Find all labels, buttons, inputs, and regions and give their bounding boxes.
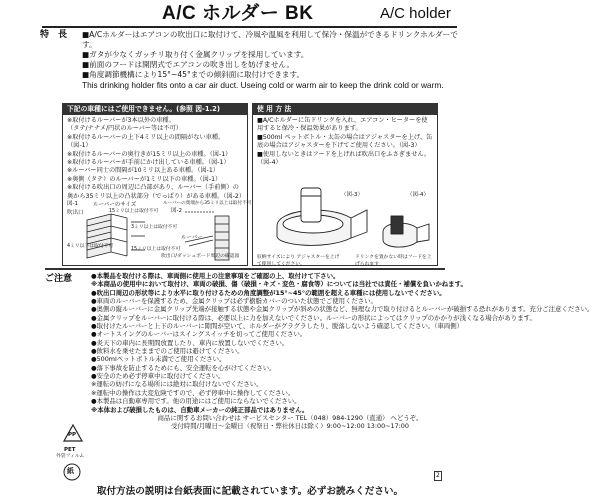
vehicle-box-heading: 下記の車種にはご使用できません。(参照 図-1.2)	[63, 104, 247, 115]
caution-list	[91, 272, 593, 431]
caution-item: ●本製品は自動車専用です。他の用途にはご使用にならないでください。	[91, 397, 301, 406]
caution-item: ●落下事故を防止するためにも、安全運転を心がけてください。	[91, 363, 276, 372]
fig3-label: （図-3）	[341, 192, 363, 198]
fig1-label: 図-1	[67, 201, 78, 207]
usage-item: ■使用しないときはフードを上げれば吹出口をふさぎません。（図-4）	[257, 150, 431, 167]
service-hours: 受付時間/月曜日～金曜日（祝祭日・弊社休日は除く）9:00~12:00 13:00~17:00	[171, 422, 409, 431]
caution-item: ●金属クリップをルーバーに取付ける際は、必要以上に力を加えないでください。ルーバーの形状によってはクリップのかかりが浅くなる場合があります。	[91, 313, 536, 322]
features-label: 特 長	[40, 30, 68, 40]
caution-item: ●車両のルーバーを保護するため、金属クリップは必ず樹脂カバーのついた状態でご使用ください。	[91, 297, 377, 306]
vehicle-item: ※取付ける吹出口の周辺に凸部があり、ルーバー（手前側）の奥から35ミリ以上の凸状部分（でっぱり）がある車種。（図-2）	[67, 184, 246, 200]
hood-note: ドリンクを置かない時はフードを上げられます	[355, 255, 432, 267]
footer-note: 取付方法の説明は台紙表面に記載されています。必ずお読みください。	[96, 486, 404, 497]
vehicle-item: ※取付けるルーバーが3本以外の車種。	[67, 117, 175, 124]
feature-english: This drinking holder fits onto a car air duct. Useing cold or warm air to keep the drink cold or warm.	[82, 80, 444, 90]
usage-box-body	[253, 115, 437, 169]
fig2-label: 図-2	[171, 208, 182, 214]
mm15b-label: 15ミリ以上は取付不可	[131, 247, 181, 252]
dashboard-label: 吹出口/ダッシュボード周辺の確認図	[161, 254, 240, 259]
vehicle-item: （タテ/ナナメ/円状のルーバー等は不可）	[67, 125, 182, 133]
features-section	[40, 30, 458, 102]
feature-item: ■前面のフードは開閉式でエアコンの吹き出しを妨げません。	[82, 60, 295, 69]
mm15-label: 15ミリ以上は取付不可	[109, 209, 159, 214]
adjuster-note: 収納サイズにより アジャスターを上げて使用してください。	[257, 255, 340, 267]
usage-item: ■A/Cホルダーに缶ドリンクを入れ、エアコン・ヒーターを使用すると保冷・保温効果があります。	[257, 117, 428, 133]
product-title-english: A/C holder	[380, 5, 451, 22]
outlet-label: 吹出口	[67, 210, 84, 216]
caution-item: ※運転の妨げになる場所には絶対に取付けないでください。	[91, 380, 263, 389]
louver-label: ルーバー	[181, 235, 203, 241]
vehicle-item: ※取付けるルーバーの上下4ミリ以上の間隔がない車種。	[67, 133, 225, 141]
vehicle-item: ※取付けるルーバーの奥行きが15ミリ以上の車種。（図-1）	[67, 150, 232, 158]
caution-label: ご注意	[45, 274, 73, 284]
pet-label: PET	[64, 447, 76, 453]
caution-item: ●500mlペットボトル未満でご使用ください。	[91, 355, 226, 364]
louver-size-label: ルーバーのサイズ	[93, 202, 137, 208]
mm35-label: ルーバーの奥端から35ミリ以上は取付不可	[163, 201, 252, 206]
caution-item: ※運転中の操作は大変危険ですので、必ず停車中に操作してください。	[91, 388, 295, 397]
feature-item: ■角度調節機構により15°~45°までの傾斜面に取付けできます。	[82, 70, 305, 79]
page-number: 2	[436, 472, 440, 479]
usage-box	[252, 103, 438, 266]
product-title: A/C ホルダー BK	[162, 3, 314, 24]
vehicle-compatibility-box	[62, 103, 252, 266]
title-bar	[42, 2, 457, 28]
caution-item: ●吹出口周辺の形状等により水平に取り付けるための角度調整が15°~45°の範囲を超える車種には使用しないでください。	[91, 288, 446, 297]
pp-label: PP	[68, 432, 77, 438]
usage-box-heading: 使 用 方 法	[253, 104, 437, 115]
vehicle-item: （図-1）	[67, 142, 92, 150]
caution-item: ※本体および破損したものは、自動車メーカーの純正部品ではありません。	[91, 405, 309, 414]
caution-item: ●本製品を取付ける際は、車両側に使用上の注意事項をご確認の上、取付けて下さい。	[91, 272, 340, 280]
caution-item: ●オートスイングのルーバーはスイングスイッチを切ってご使用ください。	[91, 330, 307, 339]
usage-item: ■500ml ペットボトル・太缶の場合はアジャスターを上げ、缶底の場合はアジャスターを下げてご使用ください。（図-3）	[257, 133, 433, 150]
feature-item: ■A/Cホルダーはエアコンの吹出口に取付けて、冷風や温風を利用して保冷・保温ができるドリンクホルダーです。	[82, 30, 458, 49]
caution-item: ●炎天下の車内に長期間放置したり、車内に放置しないでください。	[91, 338, 289, 347]
service-center-contact: 商品に関するお問い合わせは サービスセンター TEL（048）984-1290（直通） へどうぞ。	[157, 413, 423, 422]
features-list	[82, 30, 458, 91]
caution-item: ●飲料水を乗せたままでのご使用は避けてください。	[91, 347, 244, 356]
caution-item: ●奥側の縦ルーバーに金属クリップ先端が接触する状態や金属クリップが斜めの状態など、無理な力で取り付けるとルーバーが破損する恐れがあります。充分ご注意ください。	[91, 305, 593, 314]
mm4-label: 4ミリ以下は取付不可	[67, 244, 114, 249]
caution-section	[45, 268, 593, 483]
caution-item: ●安全のため必ず停車中に取付けてください。	[91, 372, 225, 381]
vehicle-item: ※取付けるルーバーが手前にかけ出している車種。（図-1）	[67, 159, 230, 167]
vehicle-item: ※奥側（タテ）のルーバーが1ミリ以下の車種。（図-1）	[67, 175, 222, 183]
vehicle-item: ※ルーバー同士の間隔が10ミリ以上ある車種。（図-1）	[67, 167, 219, 175]
mm3-label: 3ミリ以上は取付不可	[131, 225, 178, 230]
caution-item: ※本商品の使用中において取付け、車両の破損、傷（破損・キズ・変色・腐食等）については当社では責任・補償を負いかねます。	[91, 280, 467, 289]
vehicle-box-body	[63, 115, 247, 203]
film-label: 外袋フィルム	[56, 454, 85, 459]
paper-label: 紙	[67, 467, 74, 475]
feature-item: ■ガタが少なくガッチリ取り付く金属クリップを採用しています。	[82, 50, 309, 59]
caution-item: ●取付けたルーバーと上下のルーバーに隙間が空いて、ホルダーがグラグラしたり、脱落しないよう確認してください。（車両側）	[91, 322, 464, 331]
fig4-label: （図-4）	[407, 192, 429, 198]
